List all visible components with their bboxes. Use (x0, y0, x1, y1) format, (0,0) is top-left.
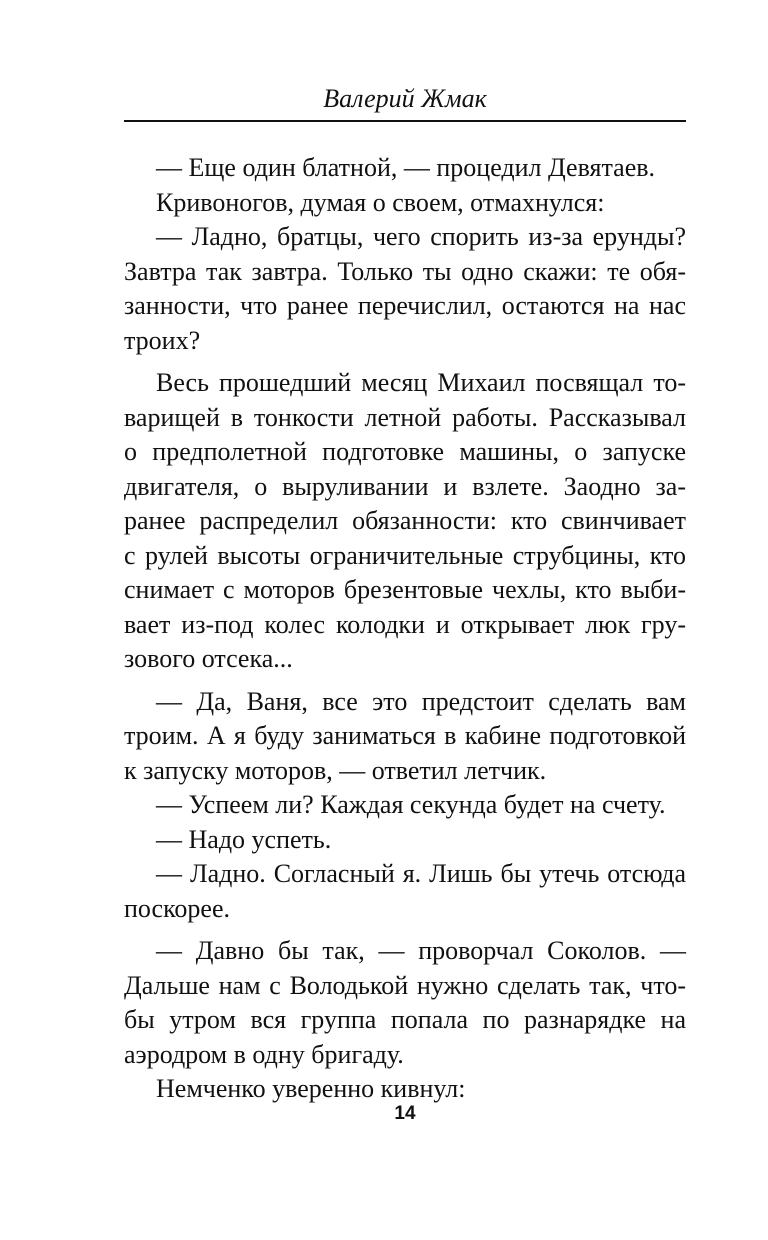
text-line: Дальше нам с Володькой нужно сделать так, что- (124, 970, 686, 1000)
text-line: занности, что ранее перечислил, остаются на нас (124, 291, 686, 320)
text-line: — Да, Ваня, все это предстоит сделать вам (156, 686, 686, 716)
paragraph (124, 857, 686, 926)
paragraph (124, 186, 686, 221)
text-line: троих? (124, 325, 201, 355)
text-line: снимает с моторов брезентовые чехлы, кто выби- (124, 575, 686, 604)
text-line: — Успеем ли? Каждая секунда будет на счету. (156, 790, 666, 819)
running-header-author: Валерий Жмак (323, 84, 487, 113)
text-line: — Надо успеть. (156, 824, 332, 854)
body-text (124, 151, 686, 1107)
paragraph-gap (124, 926, 686, 934)
text-line: — Ладно, братцы, чего спорить из-за ерунды? (156, 222, 686, 251)
text-line: Немченко уверенно кивнул: (156, 1074, 466, 1103)
text-line: — Еще один блатной, — процедил Девятаев. (156, 153, 656, 182)
paragraph (124, 151, 686, 186)
text-line: аэродром в одну бригаду. (124, 1039, 404, 1069)
text-line: Весь прошедший месяц Михаил посвящал то- (156, 368, 686, 397)
text-line: Завтра так завтра. Только ты одно скажи: те обя- (124, 256, 686, 286)
text-line: троим. А я буду заниматься в кабине подготовкой (124, 721, 686, 750)
text-line: вает из-под колес колодки и открывает люк гру- (124, 609, 686, 639)
text-line: с рулей высоты ограничительные струбцины, кто (124, 540, 686, 570)
text-line: Кривоногов, думая о своем, отмахнулся: (156, 187, 605, 217)
text-line: варищей в тонкости летной работы. Рассказывал (124, 402, 686, 432)
paragraph (124, 366, 686, 677)
paragraph (124, 220, 686, 358)
paragraph (124, 685, 686, 789)
text-line: двигателя, о выруливании и взлете. Заодно за- (124, 471, 686, 501)
text-line: — Ладно. Согласный я. Лишь бы утечь отсюда (156, 859, 686, 888)
text-line: к запуску моторов, — ответил летчик. (124, 755, 547, 785)
paragraph (124, 934, 686, 1072)
header-rule (124, 120, 686, 122)
text-line: о предполетной подготовке машины, о запуске (124, 437, 686, 466)
text-line: бы утром вся группа попала по разнарядке на (124, 1005, 686, 1034)
text-line: ранее распределил обязанности: кто свинчивает (124, 506, 686, 535)
paragraph-gap (124, 358, 686, 366)
paragraph (124, 788, 686, 823)
paragraph (124, 823, 686, 858)
text-line: — Давно бы так, — проворчал Соколов. — (156, 936, 686, 965)
text-line: поскорее. (124, 893, 230, 923)
page-number: 14 (394, 1103, 416, 1124)
text-line: зового отсека... (124, 644, 293, 673)
paragraph-gap (124, 677, 686, 685)
